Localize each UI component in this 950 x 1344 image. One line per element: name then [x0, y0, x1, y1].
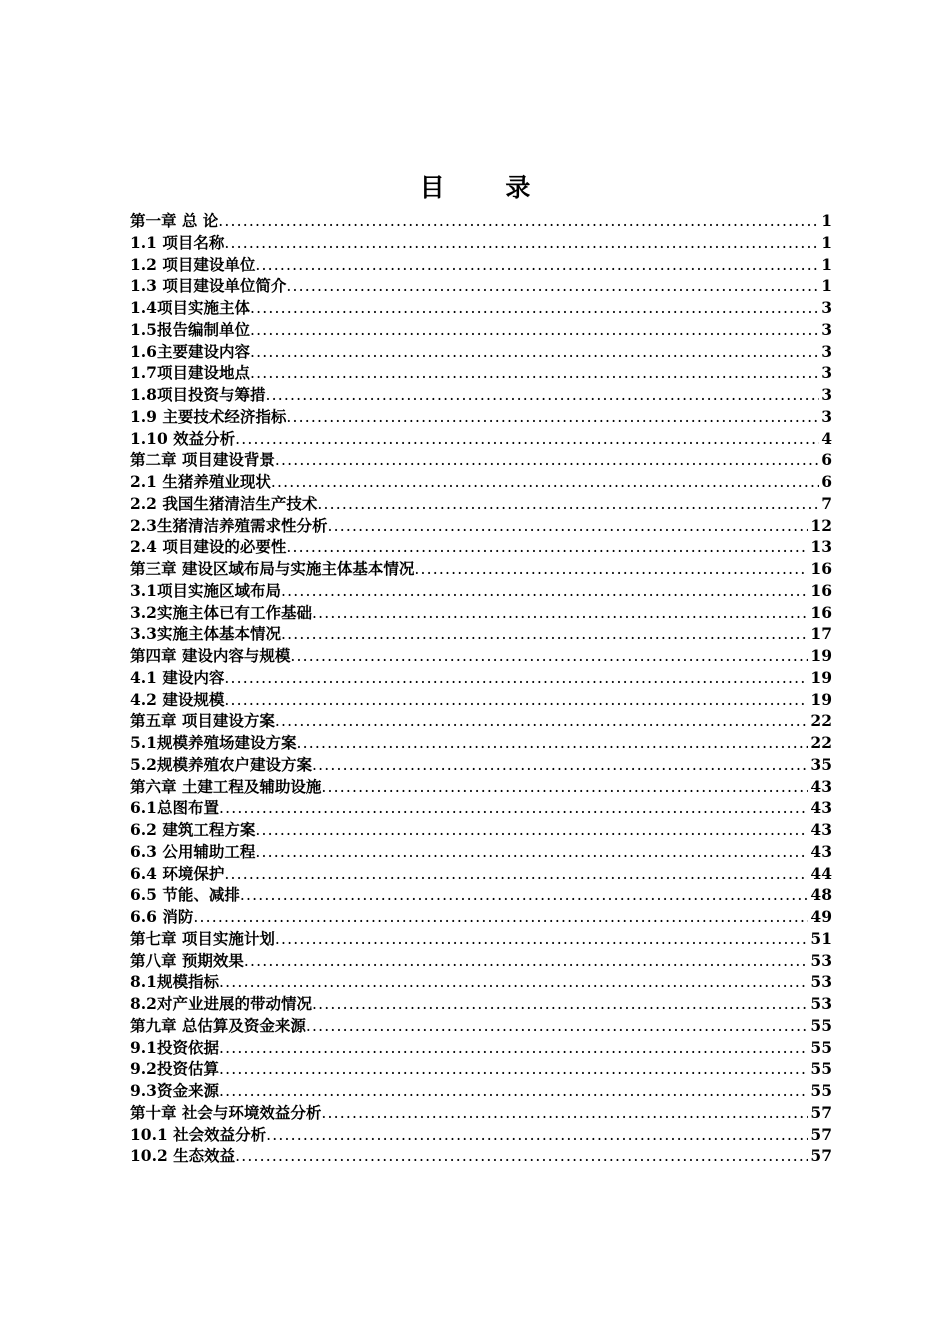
toc-entry[interactable]: [130, 950, 832, 972]
toc-entry[interactable]: [130, 254, 832, 276]
toc-entry-page-number: 1: [821, 232, 832, 252]
toc-entry-page-number: 1: [821, 211, 832, 230]
toc-entry-page-number: 22: [810, 711, 832, 731]
toc-entry-page-number: 6: [821, 450, 832, 470]
toc-entry-label: 6.1总图布置: [130, 798, 219, 818]
toc-dot-leader: [250, 363, 819, 384]
toc-dot-leader: [281, 624, 808, 645]
toc-entry-label: 8.1规模指标: [130, 972, 219, 992]
toc-dot-leader: [219, 972, 808, 993]
toc-entry-page-number: 12: [810, 515, 832, 535]
toc-entry-page-number: 3: [821, 385, 832, 404]
toc-entry-page-number: 51: [810, 928, 832, 948]
toc-entry[interactable]: [130, 732, 832, 754]
toc-entry[interactable]: [130, 580, 832, 602]
toc-entry[interactable]: [130, 1102, 832, 1124]
toc-entry-label: 10.1 社会效益分析: [130, 1124, 267, 1144]
toc-entry-label: 第四章 建设内容与规模: [130, 646, 291, 665]
toc-entry-label: 第二章 项目建设背景: [130, 450, 275, 470]
toc-entry-page-number: 3: [821, 363, 832, 383]
toc-dot-leader: [312, 994, 808, 1015]
toc-dot-leader: [224, 233, 819, 254]
toc-entry-page-number: 1: [821, 254, 832, 274]
toc-entry-label: 第三章 建设区域布局与实施主体基本情况: [130, 559, 415, 578]
toc-dot-leader: [312, 603, 808, 624]
toc-entry-label: 3.1项目实施区域布局: [130, 580, 281, 600]
toc-dot-leader: [265, 385, 819, 406]
toc-entry[interactable]: [130, 863, 832, 885]
toc-entry-page-number: 3: [821, 319, 832, 339]
toc-entry-label: 第五章 项目建设方案: [130, 711, 275, 731]
toc-entry-label: 9.3资金来源: [130, 1081, 219, 1100]
toc-entry-page-number: 43: [810, 820, 832, 839]
toc-entry[interactable]: [130, 1080, 832, 1102]
toc-entry-label: 3.2实施主体已有工作基础: [130, 602, 312, 622]
table-of-contents: [130, 210, 832, 1167]
toc-entry[interactable]: [130, 1145, 832, 1167]
toc-entry-page-number: 1: [821, 276, 832, 296]
toc-entry[interactable]: [130, 1058, 832, 1080]
toc-entry-page-number: 55: [810, 1037, 832, 1057]
toc-entry-page-number: 53: [810, 950, 832, 970]
toc-entry[interactable]: [130, 471, 832, 493]
toc-entry-page-number: 53: [810, 994, 832, 1013]
toc-entry[interactable]: [130, 1124, 832, 1146]
toc-entry-label: 第一章 总 论: [130, 211, 219, 230]
toc-dot-leader: [414, 559, 808, 580]
toc-dot-leader: [275, 929, 809, 950]
toc-entry-label: 8.2对产业进展的带动情况: [130, 994, 312, 1013]
toc-entry-label: 3.3实施主体基本情况: [130, 624, 281, 644]
toc-dot-leader: [286, 407, 819, 428]
toc-entry-page-number: 19: [810, 646, 832, 665]
toc-entry-label: 第六章 土建工程及辅助设施: [130, 776, 322, 796]
toc-entry-page-number: 53: [810, 972, 832, 992]
toc-entry-page-number: 3: [821, 341, 832, 361]
toc-entry-label: 6.2 建筑工程方案: [130, 820, 256, 839]
toc-entry[interactable]: [130, 710, 832, 732]
toc-entry-page-number: 19: [810, 667, 832, 687]
toc-entry-label: 6.6 消防: [130, 907, 194, 926]
toc-entry[interactable]: [130, 1015, 832, 1037]
toc-entry-label: 10.2 生态效益: [130, 1146, 236, 1166]
toc-entry-label: 4.1 建设内容: [130, 667, 225, 687]
toc-entry-label: 6.3 公用辅助工程: [130, 841, 256, 861]
toc-dot-leader: [219, 1081, 808, 1102]
toc-entry-page-number: 3: [821, 298, 832, 317]
toc-entry-page-number: 43: [810, 776, 832, 796]
toc-entry[interactable]: [130, 210, 832, 232]
toc-dot-leader: [290, 646, 808, 667]
toc-entry-label: 5.1规模养殖场建设方案: [130, 733, 297, 752]
toc-entry[interactable]: [130, 297, 832, 319]
toc-entry-page-number: 22: [810, 733, 832, 752]
toc-entry-label: 5.2规模养殖农户建设方案: [130, 754, 312, 774]
toc-entry[interactable]: [130, 558, 832, 580]
toc-entry-label: 2.4 项目建设的必要性: [130, 537, 287, 557]
toc-entry-label: 第九章 总估算及资金来源: [130, 1015, 306, 1035]
toc-entry-page-number: 35: [810, 754, 832, 774]
toc-entry[interactable]: [130, 667, 832, 689]
toc-dot-leader: [255, 842, 808, 863]
toc-entry[interactable]: [130, 1037, 832, 1059]
toc-dot-leader: [317, 494, 819, 515]
toc-dot-leader: [224, 864, 808, 885]
toc-entry[interactable]: [130, 449, 832, 471]
toc-dot-leader: [244, 951, 809, 972]
toc-entry[interactable]: [130, 754, 832, 776]
toc-entry-page-number: 13: [810, 537, 832, 557]
toc-dot-leader: [219, 1038, 808, 1059]
toc-dot-leader: [193, 907, 808, 928]
toc-dot-leader: [218, 211, 819, 232]
toc-dot-leader: [235, 429, 819, 450]
toc-entry[interactable]: [130, 841, 832, 863]
toc-dot-leader: [255, 255, 819, 276]
toc-entry-label: 第八章 预期效果: [130, 950, 244, 970]
toc-dot-leader: [240, 885, 809, 906]
toc-entry[interactable]: [130, 993, 832, 1015]
toc-entry-page-number: 55: [810, 1081, 832, 1100]
toc-entry-page-number: 44: [810, 863, 832, 883]
toc-entry[interactable]: [130, 689, 832, 711]
toc-entry[interactable]: [130, 797, 832, 819]
toc-dot-leader: [219, 1059, 808, 1080]
toc-entry-page-number: 57: [810, 1102, 832, 1122]
toc-dot-leader: [235, 1146, 808, 1167]
toc-entry[interactable]: [130, 776, 832, 798]
toc-dot-leader: [296, 733, 808, 754]
toc-entry-label: 1.3 项目建设单位简介: [130, 276, 287, 296]
toc-entry[interactable]: [130, 341, 832, 363]
toc-entry-page-number: 16: [810, 580, 832, 600]
toc-entry-label: 第七章 项目实施计划: [130, 928, 275, 948]
toc-entry-page-number: 48: [810, 885, 832, 905]
toc-entry[interactable]: [130, 928, 832, 950]
toc-entry-label: 1.2 项目建设单位: [130, 254, 256, 274]
toc-entry-page-number: 43: [810, 798, 832, 818]
toc-entry[interactable]: [130, 428, 832, 450]
toc-entry[interactable]: [130, 645, 832, 667]
toc-entry-page-number: 55: [810, 1059, 832, 1079]
toc-entry-page-number: 3: [821, 406, 832, 426]
toc-entry-label: 1.7项目建设地点: [130, 363, 250, 383]
toc-entry[interactable]: [130, 515, 832, 537]
toc-entry-label: 第十章 社会与环境效益分析: [130, 1102, 322, 1122]
toc-entry[interactable]: [130, 536, 832, 558]
toc-entry-label: 1.8项目投资与筹措: [130, 385, 266, 404]
toc-entry-page-number: 19: [810, 689, 832, 709]
toc-dot-leader: [306, 1016, 809, 1037]
toc-entry-label: 1.1 项目名称: [130, 232, 225, 252]
toc-entry-label: 2.1 生猪养殖业现状: [130, 472, 271, 491]
toc-dot-leader: [327, 516, 808, 537]
toc-entry[interactable]: [130, 493, 832, 515]
toc-dot-leader: [250, 298, 819, 319]
toc-entry-page-number: 17: [810, 624, 832, 644]
toc-entry[interactable]: [130, 232, 832, 254]
toc-entry-label: 4.2 建设规模: [130, 689, 225, 709]
toc-entry-page-number: 57: [810, 1146, 832, 1166]
toc-entry[interactable]: [130, 275, 832, 297]
toc-entry[interactable]: [130, 362, 832, 384]
toc-entry[interactable]: [130, 319, 832, 341]
toc-entry-label: 6.5 节能、减排: [130, 885, 240, 905]
toc-entry-label: 2.2 我国生猪清洁生产技术: [130, 493, 318, 513]
toc-dot-leader: [321, 1103, 808, 1124]
toc-entry-page-number: 43: [810, 841, 832, 861]
toc-entry-page-number: 7: [821, 493, 832, 513]
toc-dot-leader: [321, 777, 808, 798]
toc-entry-label: 2.3生猪清洁养殖需求性分析: [130, 515, 328, 535]
toc-entry-page-number: 16: [810, 559, 832, 578]
toc-entry[interactable]: [130, 623, 832, 645]
toc-entry-label: 9.2投资估算: [130, 1059, 219, 1079]
toc-dot-leader: [281, 581, 808, 602]
toc-dot-leader: [219, 798, 808, 819]
toc-entry-page-number: 4: [821, 428, 832, 448]
toc-entry-label: 1.10 效益分析: [130, 428, 236, 448]
toc-entry[interactable]: [130, 884, 832, 906]
toc-dot-leader: [286, 276, 819, 297]
toc-entry-label: 1.6主要建设内容: [130, 341, 250, 361]
toc-dot-leader: [224, 668, 808, 689]
toc-dot-leader: [275, 711, 809, 732]
page-title: 目 录: [419, 173, 557, 202]
toc-entry-label: 6.4 环境保护: [130, 863, 225, 883]
toc-entry[interactable]: [130, 819, 832, 841]
toc-dot-leader: [271, 472, 819, 493]
toc-entry[interactable]: [130, 384, 832, 406]
toc-entry[interactable]: [130, 602, 832, 624]
toc-dot-leader: [266, 1125, 808, 1146]
toc-entry[interactable]: [130, 906, 832, 928]
toc-entry-page-number: 16: [810, 602, 832, 622]
toc-entry-label: 9.1投资依据: [130, 1037, 219, 1057]
toc-dot-leader: [286, 537, 808, 558]
toc-entry-label: 1.4项目实施主体: [130, 298, 250, 317]
toc-entry-page-number: 6: [821, 472, 832, 491]
toc-entry-page-number: 55: [810, 1015, 832, 1035]
toc-dot-leader: [255, 820, 808, 841]
toc-dot-leader: [224, 690, 808, 711]
toc-entry-label: 1.5报告编制单位: [130, 319, 250, 339]
toc-dot-leader: [275, 450, 819, 471]
toc-dot-leader: [312, 755, 808, 776]
toc-entry[interactable]: [130, 406, 832, 428]
toc-entry-label: 1.9 主要技术经济指标: [130, 406, 287, 426]
toc-entry-page-number: 49: [810, 907, 832, 926]
toc-entry-page-number: 57: [810, 1124, 832, 1144]
toc-dot-leader: [250, 320, 819, 341]
toc-dot-leader: [250, 342, 819, 363]
toc-entry[interactable]: [130, 971, 832, 993]
